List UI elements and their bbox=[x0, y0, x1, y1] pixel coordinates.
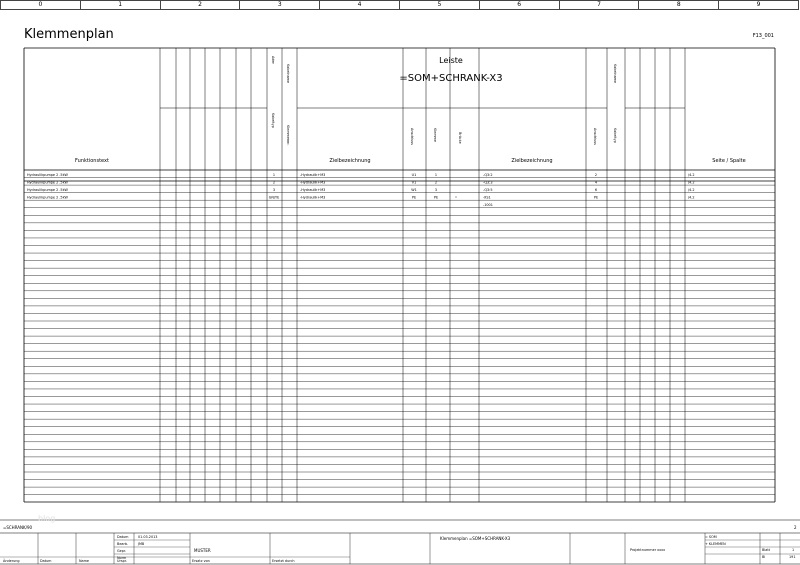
ruler-cell: 1 bbox=[81, 1, 161, 9]
leiste-value: =SOM+SCHRANK-X3 bbox=[399, 73, 503, 84]
footer-ersetzt-label: Ersetzt durch bbox=[272, 559, 295, 563]
row-seite: /4.2 bbox=[688, 195, 695, 200]
row-nr: GN/YE bbox=[268, 195, 280, 200]
ruler-cell: 5 bbox=[400, 1, 480, 9]
footer-datum: Datum bbox=[40, 559, 52, 563]
footer-datum-label: Datum bbox=[117, 535, 129, 539]
footer-gepr-label: Gepr. bbox=[117, 549, 127, 553]
page-number-right: 2 bbox=[794, 525, 797, 530]
ruler-cell: 0 bbox=[1, 1, 81, 9]
row-klemme: PE bbox=[433, 195, 439, 200]
footer-right-mid: + KLEMMEN bbox=[705, 542, 726, 546]
row-ziel-left: -Hydraulik+M3 bbox=[300, 188, 326, 193]
row-klemme: 1 bbox=[434, 172, 438, 177]
klemme-col-header: Klemme bbox=[433, 128, 437, 142]
funktionstext-header: Funktionstext bbox=[75, 158, 109, 164]
seite-spalte-header: Seite / Spalte bbox=[712, 158, 746, 164]
footer-bl-value: 191 bbox=[789, 555, 796, 559]
footer-datum-value: 01.03.2013 bbox=[138, 535, 158, 539]
ruler-cell: 2 bbox=[161, 1, 241, 9]
zielbezeichnung-left-header: Zielbezeichnung bbox=[329, 158, 371, 164]
row-seite: /4.2 bbox=[688, 180, 695, 185]
anschluss-right-header: Anschluss bbox=[593, 128, 597, 145]
row-anschluss-right: 4 bbox=[594, 180, 598, 185]
row-klemme: 2 bbox=[434, 180, 438, 185]
footer-bl-label: Bl bbox=[762, 555, 766, 559]
schrank-label: =SCHRANK/90 bbox=[3, 525, 33, 530]
kabeltyp-left-header: Kabeltyp bbox=[271, 113, 275, 128]
row-nr: 3 bbox=[272, 188, 276, 193]
row-ziel-right: -Q3:2 bbox=[483, 172, 493, 177]
row-anschluss-right: 2 bbox=[594, 172, 598, 177]
row-anschluss: U1 bbox=[411, 172, 417, 177]
page-code: F13_001 bbox=[752, 33, 774, 39]
row-anschluss: PE bbox=[411, 195, 417, 200]
kabelname-right-header: Kabelname bbox=[613, 64, 617, 84]
page-title: Klemmenplan bbox=[24, 27, 114, 42]
row-seite: /4.2 bbox=[688, 172, 695, 177]
row-ziel-left: -Hydraulik+M3 bbox=[300, 180, 326, 185]
footer-norm-label: Norm bbox=[117, 556, 127, 560]
ruler-cell: 6 bbox=[480, 1, 560, 9]
leiste-label: Leiste bbox=[439, 56, 463, 65]
row-funktion: Hydraulikpumpe 2 .5kW bbox=[27, 188, 68, 193]
footer-muster: MUSTER bbox=[194, 548, 211, 553]
bruecke-header: Brücke bbox=[458, 132, 462, 144]
footer-right-top: = SOM bbox=[705, 535, 717, 539]
row-ziel-right: -Q3:3 bbox=[483, 180, 493, 185]
row-anschluss: V1 bbox=[411, 180, 417, 185]
row-ziel-right: -1001 bbox=[483, 203, 493, 208]
ader-header: Ader bbox=[271, 56, 275, 64]
row-nr: 1 bbox=[272, 172, 276, 177]
row-nr: 2 bbox=[272, 180, 276, 185]
ruler-cell: 4 bbox=[320, 1, 400, 9]
ruler-cell: 7 bbox=[560, 1, 640, 9]
anschluss-left-header: Anschluss bbox=[410, 128, 414, 145]
ruler-cell: 3 bbox=[240, 1, 320, 9]
kabeltyp-right-header: Kabeltyp bbox=[613, 128, 617, 143]
row-ziel-right: -XS1 bbox=[483, 195, 491, 200]
footer-name: Name bbox=[79, 559, 90, 563]
watermark: blog bbox=[38, 514, 56, 523]
zielbezeichnung-right-header: Zielbezeichnung bbox=[511, 158, 553, 164]
footer-center-title: Klemmenplan =SOM+SCHRANK-X3 bbox=[440, 536, 511, 541]
row-funktion: Hydraulikpumpe 2 .5kW bbox=[27, 180, 68, 185]
row-anschluss: W1 bbox=[411, 188, 417, 193]
footer-urspr-label: Urspr. bbox=[117, 559, 127, 563]
row-anschluss-right: 6 bbox=[594, 188, 598, 193]
footer-bearb-label: Bearb. bbox=[117, 542, 129, 546]
row-funktion: Hydraulikpumpe 2 .5kW bbox=[27, 172, 68, 177]
footer-blatt-value: 1 bbox=[792, 548, 795, 552]
kabelname-left-header: Kabelname bbox=[286, 64, 290, 84]
row-klemme: 3 bbox=[434, 188, 438, 193]
row-seite: /4.2 bbox=[688, 188, 695, 193]
row-bruecke: • bbox=[455, 195, 457, 200]
footer-blatt-label: Blatt bbox=[762, 548, 771, 552]
row-ziel-left: -Hydraulik+M3 bbox=[300, 172, 326, 177]
ruler-cell: 8 bbox=[639, 1, 719, 9]
row-funktion: Hydraulikpumpe 2 .5kW bbox=[27, 195, 68, 200]
footer-projekt: Projektnummer xxxx bbox=[630, 548, 666, 552]
row-ziel-left: -Hydraulik+M3 bbox=[300, 195, 326, 200]
footer-aenderung: Änderung bbox=[3, 559, 20, 563]
row-anschluss-right: PE bbox=[593, 195, 599, 200]
ruler-cell: 9 bbox=[756, 1, 761, 8]
row-ziel-right: -Q3:5 bbox=[483, 188, 493, 193]
footer-ersatz-label: Ersatz von bbox=[192, 559, 210, 563]
klemme-header: Klemmennr. bbox=[286, 125, 290, 146]
footer-bearb-value: JMB bbox=[138, 542, 145, 546]
